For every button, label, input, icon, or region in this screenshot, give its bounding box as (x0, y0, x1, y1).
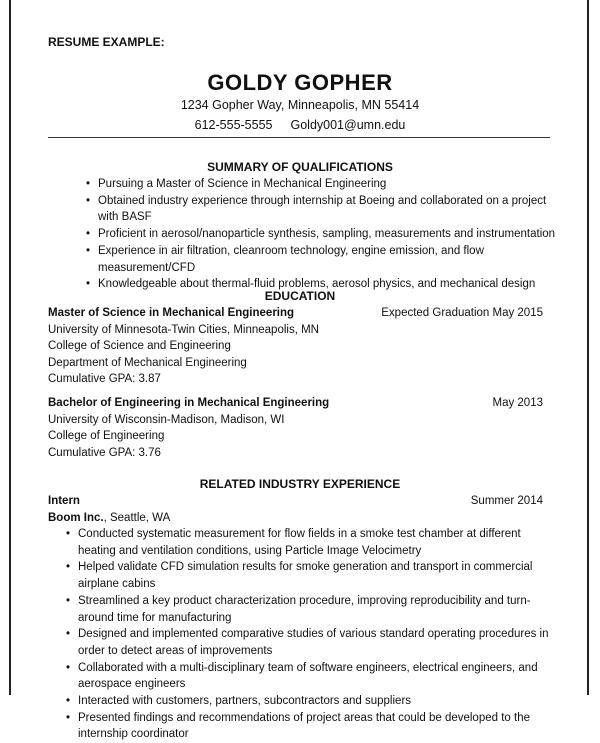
list-item: • Helped validate CFD simulation results for smoke generation and transport in commercial airplane cabins (66, 559, 550, 592)
list-item: • Proficient in aerosol/nanoparticle synthesis, sampling, measurements and instrumentation (86, 226, 556, 243)
degree-title: Master of Science in Mechanical Engineering (48, 307, 295, 319)
list-item: • Streamlined a key product characterization procedure, improving reproducibility and turn-around time for manufacturing (66, 593, 550, 626)
list-item: • Obtained industry experience through internship at Boeing and collaborated on a project with BASF (86, 193, 556, 226)
degree-title: Bachelor of Engineering in Mechanical Engineering (48, 397, 330, 409)
experience-entry (48, 493, 543, 526)
candidate-name: GOLDY GOPHER (207, 70, 393, 95)
list-item: • Presented findings and recommendations of project areas that could be developed to the internship coordinator (66, 710, 550, 743)
summary-list (86, 176, 556, 293)
candidate-address: 1234 Gopher Way, Minneapolis, MN 55414 (180, 98, 420, 112)
list-item: • Pursuing a Master of Science in Mechanical Engineering (86, 176, 556, 193)
summary-title: SUMMARY OF QUALIFICATIONS (207, 160, 393, 174)
header-divider (48, 137, 550, 138)
list-item: • Designed and implemented comparative studies of various standard operating procedures in order to detect areas of improvements (66, 626, 550, 659)
education-line: University of Wisconsin-Madison, Madison, WI (48, 413, 285, 426)
company-location: , Seattle, WA (103, 511, 171, 524)
list-item: • Collaborated with a multi-disciplinary team of software engineers, electrical engineers, and aerospace engineers (66, 660, 550, 693)
role-title: Intern (48, 495, 80, 507)
education-line: Department of Mechanical Engineering (48, 356, 247, 369)
company-line (48, 510, 543, 527)
list-item: • Conducted systematic measurement for flow fields in a smoke test chamber at different heating and ventilation conditions, using Particle Image Velocimetry (66, 526, 550, 559)
contact-line (0, 118, 600, 132)
role-date: Summer 2014 (470, 495, 543, 507)
degree-date: Expected Graduation May 2015 (381, 307, 543, 319)
education-entry (48, 305, 543, 388)
document-label: RESUME EXAMPLE: (48, 35, 165, 49)
education-entry (48, 395, 543, 461)
experience-list (66, 526, 550, 743)
education-line: Cumulative GPA: 3.87 (48, 373, 161, 385)
list-item: • Knowledgeable about thermal-fluid problems, aerosol physics, and mechanical design (86, 276, 556, 293)
company-name: Boom Inc. (48, 511, 104, 524)
education-title: EDUCATION (264, 289, 336, 303)
list-item: • Interacted with customers, partners, subcontractors and suppliers (66, 693, 550, 710)
education-line: Cumulative GPA: 3.76 (48, 446, 161, 459)
list-item: • Experience in air filtration, cleanroom technology, engine emission, and flow measurement/CFD (86, 243, 556, 276)
education-line: College of Engineering (48, 430, 165, 442)
experience-title: RELATED INDUSTRY EXPERIENCE (199, 477, 401, 491)
education-line: College of Science and Engineering (48, 340, 231, 352)
email-address: Goldy001@umn.edu (290, 118, 406, 132)
phone-number: 612-555-5555 (194, 118, 273, 132)
education-line: University of Minnesota-Twin Cities, Minneapolis, MN (48, 323, 319, 336)
degree-date: May 2013 (492, 397, 543, 409)
